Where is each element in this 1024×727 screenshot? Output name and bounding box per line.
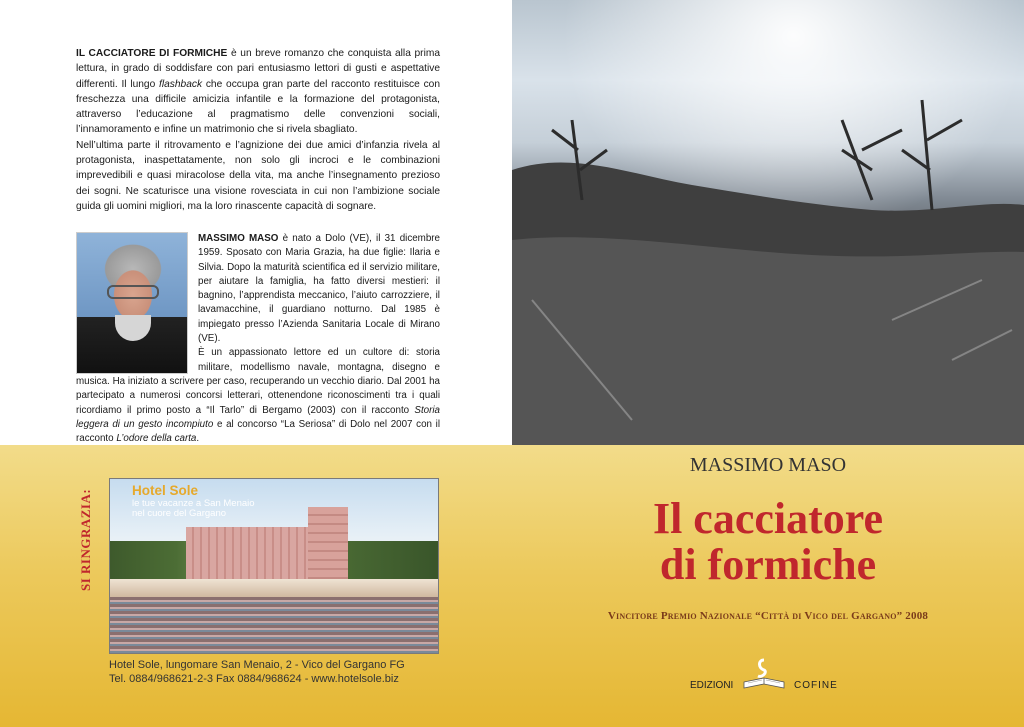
hotel-contacts: Tel. 0884/968621-2-3 Fax 0884/968624 - www.hotelsole.biz: [109, 673, 399, 685]
thanks-label: SI RINGRAZIA:: [78, 488, 93, 592]
ad-hotel-subtitle: [132, 499, 255, 519]
ad-sea: [110, 597, 439, 654]
ad-shore: [110, 579, 439, 597]
bio-story-title-2: L’odore della carta: [116, 433, 197, 445]
publisher-right-text: COFINE: [794, 680, 838, 691]
blurb-text-a: è un breve romanzo che conquista alla prima lettura, in grado di soddisfare con pari entusiasmo lettori di gusti e aspettative differenti. Il lungo: [76, 48, 440, 90]
hotel-ad-footer: [109, 658, 449, 686]
author-bio: [76, 232, 440, 446]
bio-text-1: è nato a Dolo (VE), il 31 dicembre 1959. Sposato con Maria Grazia, ha due figlie: Ilaria e Silvia. Dopo la maturità scientifica ed il servizio militare, per aiutare la famiglia, ha fatto diversi mestieri: il bagnino, l’apprendista meccanico, l’aiuto carrozziere, il lavamacchine, il guardiano notturno. Dal 1985 è impiegato presso l’Azienda Sanitaria Locale di Mirano (VE).: [198, 233, 441, 345]
cover-title-line-1: Il cacciatore: [652, 494, 884, 543]
cover-photo: [512, 0, 1024, 445]
bio-text-2: È un appassionato lettore ed un cultore di: storia militare, modellismo navale, montagna, disegno e musica. Ha iniziato a scrivere per caso, recuperando un vecchio diario. Dal 2001 ha partecipato a numerosi concorsi letterari, ottenendone riconoscimenti tra i quali ricordiamo il primo posto a “Il Tarlo” di Bergamo (2003) con il racconto: [76, 347, 440, 416]
ad-subtitle-line-1: le tue vacanze a San Menaio: [132, 498, 255, 509]
bio-text-3: e al concorso “La Seriosa” di Dolo nel 2007 con il racconto: [76, 418, 440, 445]
back-cover-blurb: [76, 46, 440, 214]
blurb-paragraph-2: Nell’ultima parte il ritrovamento e l’agnizione dei due amici d’infanzia rivela al protagonista, inaspettatamente, non solo gli incroci e le combinazioni imprevedibili e quasi miracolose della vita, ma anche l’insegnamento prezioso dei sogni. Ne scaturisce una visione rovesciata in cui non l’ambizione sociale guida gli uomini migliori, ma la loro rinascente capacità di sognare.: [76, 139, 440, 212]
bio-text-end: .: [196, 433, 200, 445]
hotel-ad-image: [109, 478, 439, 654]
bio-story-title-1: Storia leggera di un gesto incompiuto: [76, 404, 440, 430]
ad-hotel-tower: [308, 507, 348, 579]
cover-photo-illustration: [512, 0, 1024, 445]
blurb-paragraph-1: [76, 46, 440, 138]
publisher-left-text: EDIZIONI: [690, 680, 734, 691]
cover-book-title: [512, 496, 1024, 588]
blurb-book-title: IL CACCIATORE DI FORMICHE: [76, 48, 228, 59]
cover-title-line-2: di formiche: [659, 540, 877, 589]
hotel-address: Hotel Sole, lungomare San Menaio, 2 - Vico del Gargano FG: [109, 659, 405, 671]
bio-author-name: MASSIMO MASO: [198, 233, 279, 244]
cover-author-name: MASSIMO MASO: [689, 454, 847, 476]
blurb-text-b: che occupa gran parte del racconto restituisce con freschezza una difficile amicizia infantile e la formazione del protagonista, attraverso l’educazione al pragmatismo delle convenzioni sociali, l’innamoramento e infine un matrimonio che si rivela sbagliato.: [76, 78, 441, 136]
award-line: Vincitore Premio Nazionale “Città di Vico del Gargano” 2008: [607, 610, 929, 622]
ad-hotel-title: Hotel Sole: [132, 483, 199, 498]
swan-book-logo-icon: [740, 656, 788, 692]
blurb-italic-flashback: flashback: [159, 78, 203, 90]
bio-photo-spacer: [76, 232, 198, 374]
ad-subtitle-line-2: nel cuore del Gargano: [132, 508, 227, 519]
publisher: [512, 656, 1024, 696]
